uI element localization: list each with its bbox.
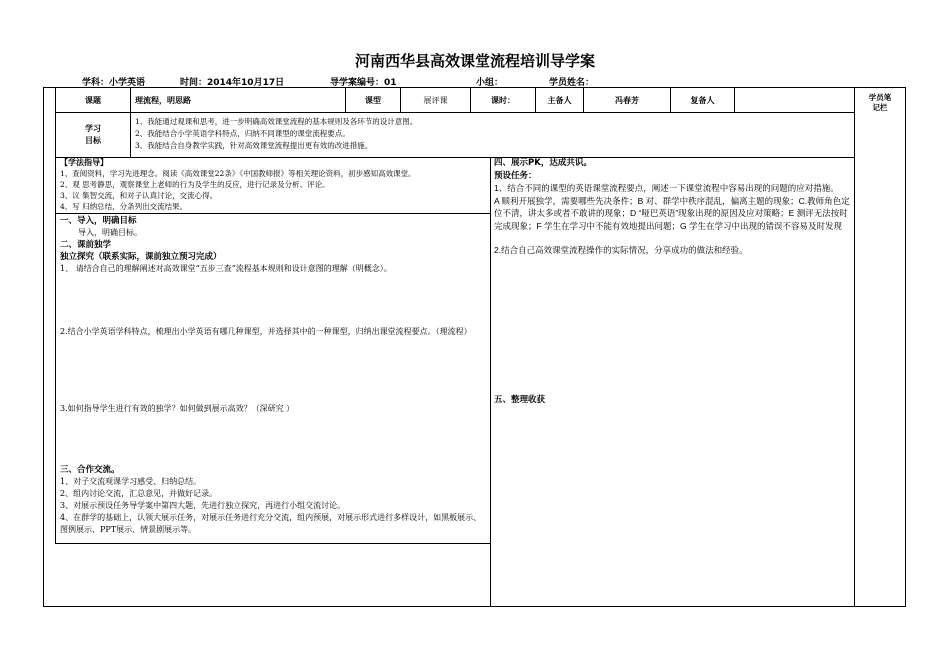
study-guide xyxy=(60,157,488,212)
notes-column-header: 学员笔 记栏 xyxy=(868,93,892,112)
type-value: 展评课 xyxy=(423,95,448,105)
guide-item: 2、观 思考静思，观察课堂上老师的行为及学生的反应，进行记录及分析、评论。 xyxy=(60,180,330,189)
subject-field: 学科：小学英语 xyxy=(82,78,146,88)
task-1-options: A 顺利开展独学，需要哪些先决条件；B 对、群学中秩序混乱，偏离主题的现象；C.教师角色定位不清，讲太多或者不敢讲的现象；D “哑巴英语”现象出现的原因及应对策略；E 测评无法按时完成现象；F 学生在学习中不能有效地提出问题；G 学生在学习中出现的错误不容易及时发现 xyxy=(494,195,850,231)
question-2: 2.结合小学英语学科特点，梳理出小学英语有哪几种课型，并选择其中的一种课型，归纳出课堂流程要点。（理流程） xyxy=(60,327,472,336)
goals-list xyxy=(135,116,845,152)
section-3-item: 3、对展示预设任务导学案中第四大题，先进行独立探究，再进行小组交流讨论。 xyxy=(60,501,346,510)
task-2: 2.结合自己高效课堂流程操作的实际情况，分享成功的做法和经验。 xyxy=(494,245,748,255)
guide-item: 3、议 集智交流，和对子认真讨论，交流心得。 xyxy=(60,191,218,200)
hours-label: 课时： xyxy=(491,95,515,105)
section-2-subtitle: 独立探究（联系实际，课前独立预习完成） xyxy=(60,252,222,262)
case-number-field: 导学案编号：01 xyxy=(330,78,397,88)
section-4-title: 四、展示PK，达成共识。 xyxy=(494,158,592,168)
section-3-item: 1、对子交流观课学习感受、归纳总结。 xyxy=(60,477,202,486)
student-name-field: 学员姓名： xyxy=(549,78,595,88)
time-field: 时间：2014年10月17日 xyxy=(180,78,285,88)
lead-preparer-label: 主备人 xyxy=(547,95,572,105)
question-1: 1、 请结合自己的理解阐述对高效课堂“五步三查”流程基本规则和设计意图的理解（明概念）。 xyxy=(60,264,392,273)
group-field: 小组： xyxy=(476,78,504,88)
section-4-subtitle: 预设任务： xyxy=(494,170,537,181)
section-3-item: 4、在群学的基础上，认领大展示任务，对展示任务进行充分交流，组内预展，对展示形式进行多样设计，如黑板展示、图例展示、PPT展示、情景剧展示等。 xyxy=(60,513,482,534)
goal-item: 1、我能通过观课和思考，进一步明确高效课堂流程的基本规则及各环节的设计意图。 xyxy=(135,117,418,126)
left-section xyxy=(60,215,488,275)
section-5-title: 五、整理收获 xyxy=(494,395,546,405)
right-section xyxy=(494,157,850,257)
topic-value: 理流程，明思路 xyxy=(135,95,191,105)
page-title: 河南西华县高效课堂流程培训导学案 xyxy=(354,52,595,70)
goal-item: 3、我能结合自身教学实践，针对高效课堂流程提出更有效的改进措施。 xyxy=(135,141,373,150)
section-3 xyxy=(60,464,488,536)
guide-item: 1、查阅资料，学习先进理念。阅读《高效课堂22条》《中国教师报》等相关理论资料，初步感知高效课堂。 xyxy=(60,169,416,178)
section-1-title: 一、导入，明确目标 xyxy=(60,216,137,226)
guide-item: 4、写 归纳总结，分条列出交流结果。 xyxy=(60,202,188,211)
goals-label: 学习 目标 xyxy=(85,124,101,145)
goal-item: 2、我能结合小学英语学科特点，归纳不同课型的课堂流程要点。 xyxy=(135,129,350,138)
co-preparer-label: 复备人 xyxy=(690,95,715,105)
task-1: 1、结合不同的课型的英语课堂流程要点，阐述一下课堂流程中容易出现的问题的应对措施。 xyxy=(494,183,839,193)
study-guide-heading: 【学法指导】 xyxy=(60,158,108,167)
section-3-title: 三、合作交流。 xyxy=(60,465,120,475)
question-3: 3.如何指导学生进行有效的独学？如何做到展示高效？（深研究 ） xyxy=(60,404,295,413)
section-2-title: 二、课前独学 xyxy=(60,240,112,250)
type-label: 课型 xyxy=(365,95,381,105)
section-1-body: 导入，明确目标。 xyxy=(78,228,142,237)
topic-label: 课题 xyxy=(85,95,101,105)
lead-preparer-value: 冯春芳 xyxy=(615,95,639,105)
section-3-item: 2、组内讨论交流，汇总意见，并做好记录。 xyxy=(60,489,218,498)
